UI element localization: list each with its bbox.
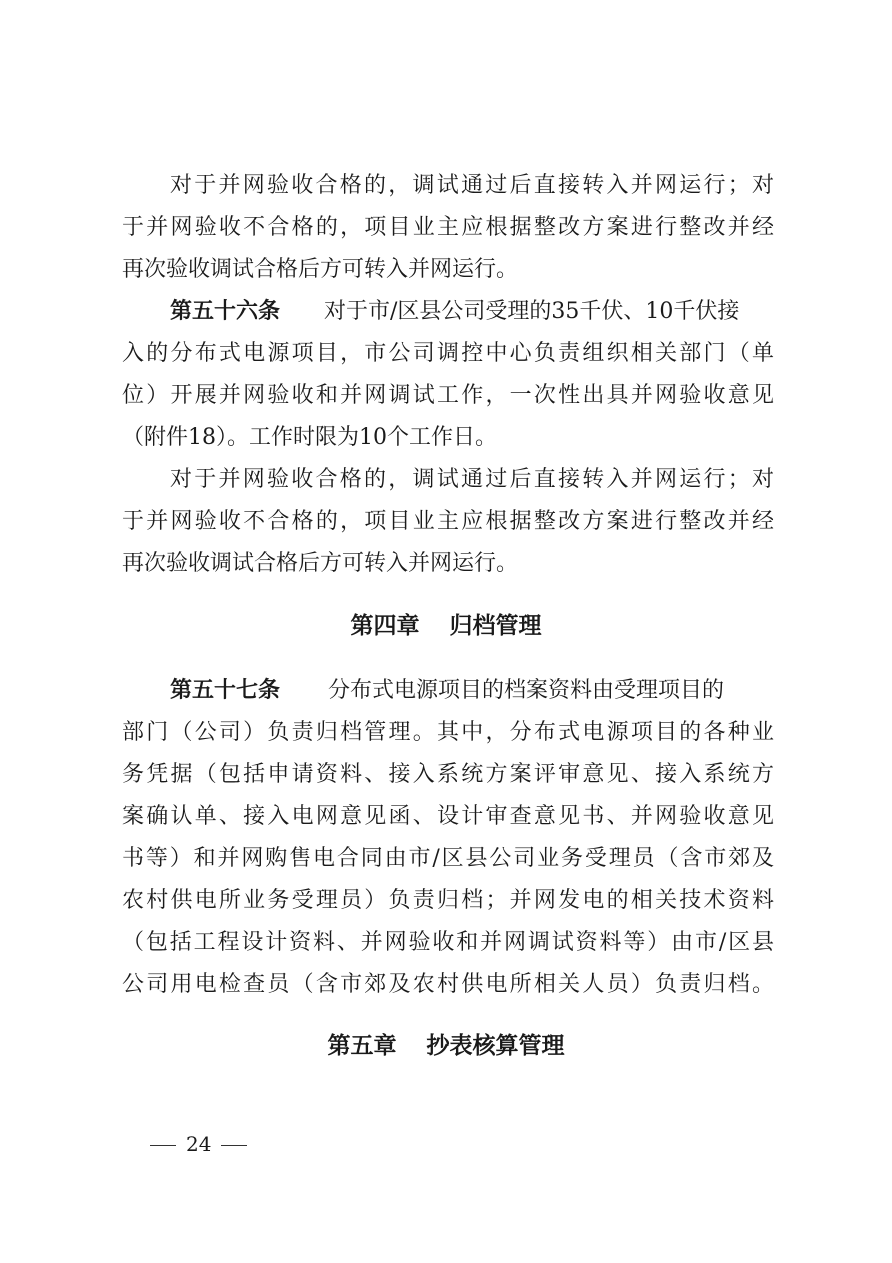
article-57-first-line bbox=[170, 676, 774, 706]
article-number: 第五十七条 bbox=[170, 678, 281, 703]
paragraph-line: （附件18）。工作时限为10个工作日。 bbox=[122, 425, 497, 450]
paragraph-line: 于并网验收不合格的，项目业主应根据整改方案进行整改并经 bbox=[122, 509, 774, 534]
chapter-heading bbox=[0, 611, 892, 641]
paragraph-line: 再次验收调试合格后方可转入并网运行。 bbox=[122, 257, 519, 282]
chapter-heading bbox=[0, 1031, 892, 1061]
paragraph-line: 案确认单、接入电网意见函、设计审查意见书、并网验收意见 bbox=[122, 804, 774, 829]
page-number bbox=[140, 1130, 257, 1158]
paragraph-line: 务凭据（包括申请资料、接入系统方案评审意见、接入系统方 bbox=[122, 762, 774, 787]
chapter-title: 归档管理 bbox=[449, 613, 542, 639]
article-56-first-line bbox=[170, 297, 774, 327]
paragraph-text: 对于市/区县公司受理的35千伏、10千伏接 bbox=[324, 299, 740, 324]
dash-right bbox=[221, 1145, 247, 1146]
paragraph-line: 入的分布式电源项目，市公司调控中心负责组织相关部门（单 bbox=[122, 341, 774, 366]
chapter-title: 抄表核算管理 bbox=[426, 1033, 565, 1059]
page-number-value: 24 bbox=[186, 1132, 212, 1156]
paragraph-line: 对于并网验收合格的，调试通过后直接转入并网运行；对 bbox=[170, 467, 774, 492]
article-number: 第五十六条 bbox=[170, 299, 281, 324]
chapter-number: 第四章 bbox=[350, 613, 420, 639]
paragraph-line: 于并网验收不合格的，项目业主应根据整改方案进行整改并经 bbox=[122, 215, 774, 240]
paragraph-line: 部门（公司）负责归档管理。其中，分布式电源项目的各种业 bbox=[122, 720, 774, 745]
paragraph-text: 分布式电源项目的档案资料由受理项目的 bbox=[328, 678, 725, 703]
paragraph-line: 对于并网验收合格的，调试通过后直接转入并网运行；对 bbox=[170, 173, 774, 198]
paragraph-line: 书等）和并网购售电合同由市/区县公司业务受理员（含市郊及 bbox=[122, 846, 774, 871]
paragraph-line: 位）开展并网验收和并网调试工作，一次性出具并网验收意见 bbox=[122, 383, 774, 408]
paragraph-line: 农村供电所业务受理员）负责归档；并网发电的相关技术资料 bbox=[122, 888, 774, 913]
paragraph-line: 再次验收调试合格后方可转入并网运行。 bbox=[122, 551, 519, 576]
paragraph-line: （包括工程设计资料、并网验收和并网调试资料等）由市/区县 bbox=[122, 930, 774, 955]
paragraph-line: 公司用电检查员（含市郊及农村供电所相关人员）负责归档。 bbox=[122, 972, 774, 997]
chapter-number: 第五章 bbox=[327, 1033, 397, 1059]
dash-left bbox=[150, 1145, 176, 1146]
